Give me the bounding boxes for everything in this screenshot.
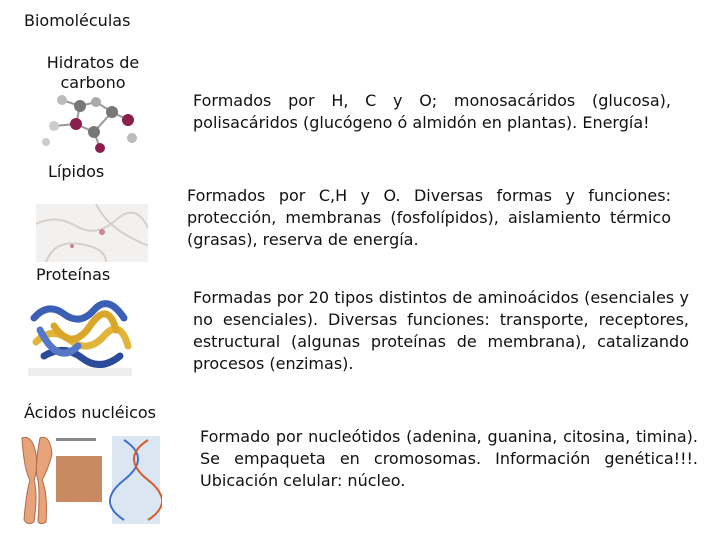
- chromosome-dna-image: [12, 434, 162, 526]
- carbohydrates-description: Formados por H, C y O; monosacáridos (glucosa), polisacáridos (glucógeno ó almidón en plantas). Energía!: [193, 91, 671, 132]
- protein-structure-image: [24, 296, 136, 378]
- page-title: Biomoléculas: [24, 11, 131, 30]
- nucleic-acids-description: Formado por nucleótidos (adenina, guanina, citosina, timina). Se empaqueta en cromosomas. Información genética!!!. Ubicación celular: núcleo.: [200, 427, 698, 490]
- proteins-description: Formadas por 20 tipos distintos de aminoácidos (esenciales y no esenciales). Diversas funciones: transporte, receptores, estructural (algunas proteínas de membrana), catalizando procesos (enzimas).: [193, 288, 689, 373]
- adipose-tissue-image: [36, 204, 148, 262]
- carbohydrates-label: Hidratos de carbono: [46, 53, 140, 92]
- lipids-label: Lípidos: [48, 162, 105, 181]
- nucleic-acids-label: Ácidos nucléicos: [24, 403, 157, 422]
- lipids-description: Formados por C,H y O. Diversas formas y funciones: protección, membranas (fosfolípidos), aislamiento térmico (grasas), reserva de energía.: [187, 186, 671, 249]
- molecule-model-image: [40, 92, 144, 154]
- proteins-label: Proteínas: [36, 265, 111, 284]
